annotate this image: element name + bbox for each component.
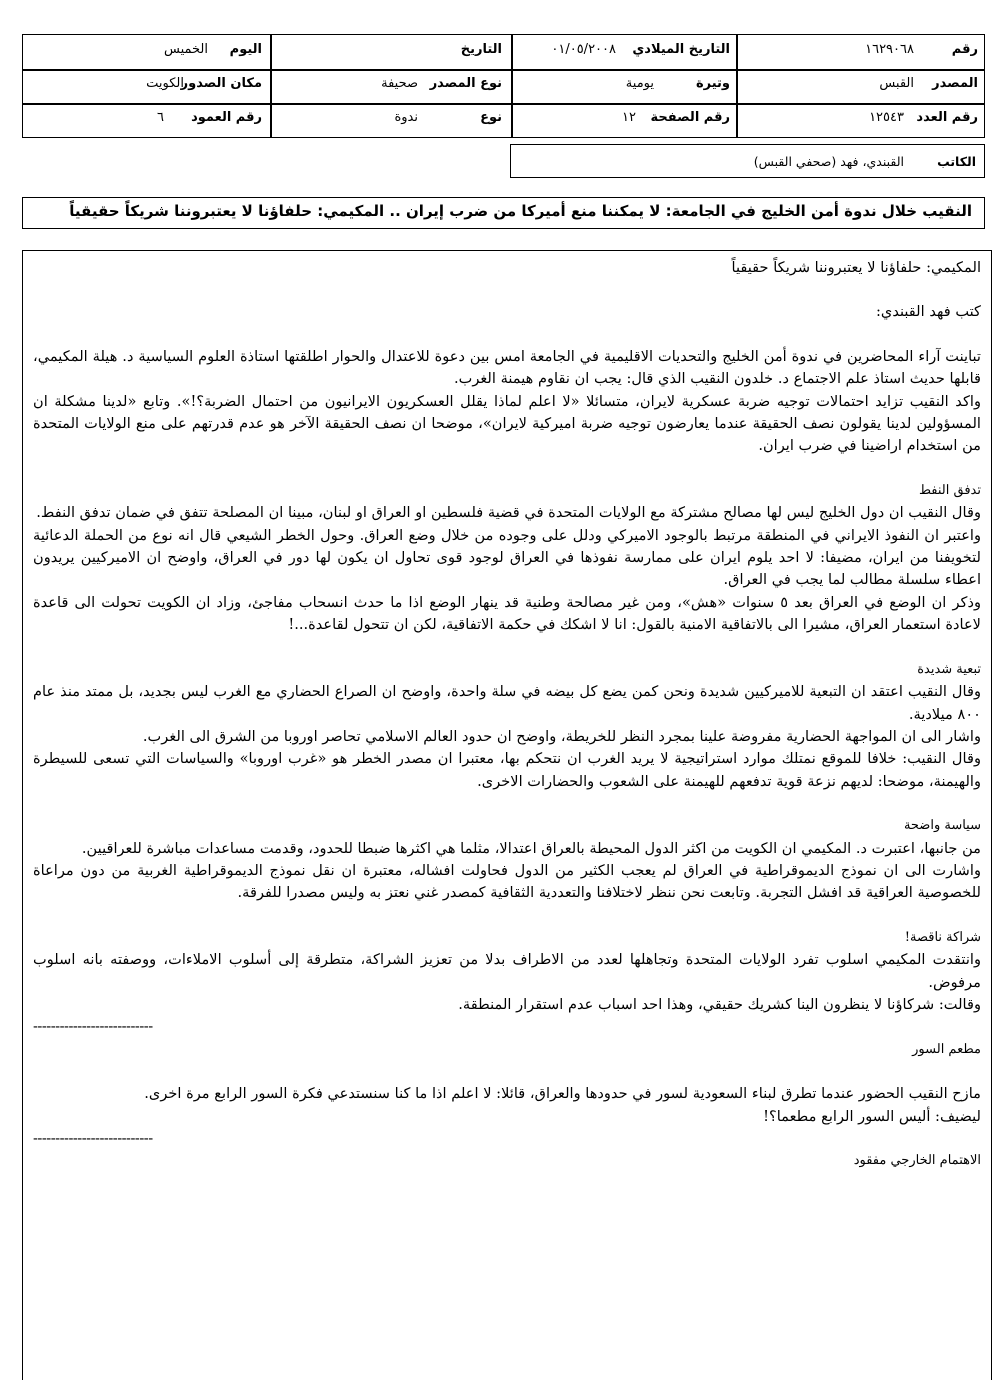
- author-value: القبندي، فهد (صحفي القبس): [753, 154, 904, 169]
- article-body: [22, 250, 992, 1380]
- day-value: الخميس: [164, 42, 208, 57]
- author-box: [510, 144, 985, 178]
- issue-number-value: ١٢٥٤٣: [869, 110, 904, 125]
- frequency-value: يومية: [625, 76, 654, 91]
- byline: كتب فهد القبندي:: [875, 303, 981, 321]
- issue-place-value: الكويت: [146, 76, 184, 91]
- article-title: المكيمي: حلفاؤنا لا يعتبروننا شريكاً حقيقياً: [731, 259, 981, 276]
- paragraph: وذكر ان الوضع في العراق بعد ٥ سنوات «هش»، ومن غير مصالحة وطنية قد ينهار الوضع اذا ما حدث انسحاب مفاجئ، وزاد ان الكويت تحولت الى قاعدة لاعادة استعمار العراق، مشيرا الى بالاتفاقية الامنية بالقول: انا لا اشكك في حكمة الاتفاقية، لكن ان تتحول لقاعدة...!: [33, 593, 981, 634]
- paragraph: وقال النقيب: خلافا للموقع نمتلك موارد استراتيجية لا يريد الغرب ان نتحكم بها، معتبرا ان مصدر الخطر هو «غرب اوروبا» والسياسات التي تسعى للسيطرة والهيمنة، موضحا: لديهم نزعة قوية تدفعهم للهيمنة على الشعوب والحضارات الاخرى.: [33, 750, 981, 790]
- paragraph: وقال النقيب ان دول الخليج ليس لها مصالح مشتركة مع الولايات المتحدة في قضية فلسطين او العراق او لبنان، مبينا ان المصلحة تتفق في ضمان تدفق النفط.: [36, 504, 981, 522]
- source-type-value: صحيفة: [381, 76, 418, 91]
- paragraph: واعتبر ان النفوذ الايراني في المنطقة مرتبط بالوجود الاميركي ودلل على وجوده من خلال وضع العراق. وحول الخطر الشيعي قال انه نوع من الحملة الدعائية لتخويفنا من ايران، مضيفا: لا احد يلوم ايران على ممارسة نفوذها في العراق لوجود قوى تحاول ان يكون لها دور في العراق، واوضح ان الاميركيين يريدون اعطاء سلسلة مطالب لما يجب في العراق.: [33, 526, 981, 589]
- separator: ---------------------------: [33, 1130, 153, 1147]
- gregorian-date-label: التاريخ الميلادي: [632, 42, 730, 57]
- day-label: اليوم: [229, 42, 262, 57]
- type-value: ندوة: [394, 110, 418, 125]
- paragraph: وانتقدت المكيمي اسلوب تفرد الولايات المتحدة وتجاهلها لعدد من الاطراف بدلا من تعزيز الشراكة، متطرقة إلى أسلوب الاملاءات، ووصفته بانه اسلوب مرفوض.: [33, 951, 981, 991]
- meta-row-2: [23, 69, 984, 103]
- hijri-date-label: التاريخ: [460, 42, 502, 57]
- source-label: المصدر: [932, 76, 978, 91]
- paragraph: تباينت آراء المحاضرين في ندوة أمن الخليج والتحديات الاقليمية في الجامعة امس بين دعوة للاعتدال والحوار اطلقتها استاذة العلوم السياسية د. هيلة المكيمي، قابلها حديث استاذ علم الاجتماع د. خلدون النقيب الذي قال: يجب ان نقاوم هيمنة الغرب.: [33, 347, 981, 388]
- section-heading: تبعية شديدة: [917, 661, 981, 677]
- number-value: ١٦٢٩٠٦٨: [865, 42, 914, 57]
- paragraph: مازح النقيب الحضور عندما تطرق لبناء السعودية لسور في حدودها والعراق، قائلا: لا اعلم اذا ما كنا سنستدعي فكرة السور الرابع مرة اخرى.: [144, 1085, 981, 1103]
- meta-row-3: [23, 103, 984, 137]
- section-heading: مطعم السور: [912, 1041, 981, 1057]
- type-label: نوع: [480, 110, 502, 125]
- source-type-label: نوع المصدر: [429, 76, 502, 91]
- section-heading: سياسة واضحة: [903, 818, 981, 834]
- section-heading: تدفق النفط: [918, 482, 981, 498]
- metadata-table: [22, 34, 985, 138]
- section-heading: الاهتمام الخارجي مفقود: [853, 1153, 981, 1169]
- issue-number-label: رقم العدد: [916, 110, 978, 125]
- paragraph: واشار الى ان المواجهة الحضارية مفروضة علينا بمجرد النظر للخريطة، واوضح ان حدود العالم الاسلامي تحاصر اوروبا من الشرق الى الغرب.: [142, 727, 981, 745]
- frequency-label: وتيرة: [695, 76, 730, 91]
- headline: النقيب خلال ندوة أمن الخليج في الجامعة: لا يمكننا منع أميركا من ضرب إيران .. المكيمي: حلفاؤنا لا يعتبروننا شريكاً حقيقياً: [22, 197, 985, 229]
- issue-place-label: مكان الصدور: [180, 76, 262, 91]
- number-label: رقم: [951, 42, 978, 57]
- paragraph: من جانبها، اعتبرت د. المكيمي ان الكويت من اكثر الدول المحيطة بالعراق اعتدالا، مثلما هي اكثرها ضبطا للحدود، وقدمت مساعدات مباشرة للعراقيين.: [81, 839, 981, 857]
- paragraph: واكد النقيب تزايد احتمالات توجيه ضربة عسكرية لايران، متسائلا «لا اعلم لماذا يقلل العسكريون الايرانيون من احتمال الضربة؟!». وتابع «لدينا مشكلة ان المسؤولين لدينا يقولون نصف الحقيقة عندما يعارضون توجيه ضربة اميركية لايران»، موضحا ان نصف الحقيقة الآخر هو عدم قدرتهم على منع الولايات المتحدة من استخدام اراضينا في ضرب ايران.: [33, 392, 981, 455]
- page-number-value: ١٢: [622, 110, 636, 125]
- meta-row-1: [23, 35, 984, 69]
- separator: ---------------------------: [33, 1018, 153, 1036]
- paragraph: وقالت: شركاؤنا لا ينظرون الينا كشريك حقيقي، وهذا احد اسباب عدم استقرار المنطقة.: [458, 995, 981, 1013]
- paragraph: ليضيف: أليس السور الرابع مطعما؟!: [763, 1107, 981, 1125]
- gregorian-date-value: ٠١/٠٥/٢٠٠٨: [551, 42, 616, 57]
- paragraph: واشارت الى ان نموذج الديموقراطية في العراق لم يعجب الكثير من الدول فحاولت افشاله، معتبرة ان نقل نموذج الديموقراطية الغربية من دون مراعاة للخصوصية العراقية قد افشل التجربة. وتابعت نحن ننظر لاختلافنا والتعددية الثقافية كمصدر غني نعتز به وليس مصدرا للفرقة.: [33, 861, 981, 902]
- section-heading: شراكة ناقصة!: [904, 929, 981, 945]
- article-content: [33, 257, 981, 1173]
- source-value: القبس: [879, 76, 914, 91]
- column-number-value: ٦: [157, 110, 164, 125]
- paragraph: وقال النقيب اعتقد ان التبعية للاميركيين شديدة ونحن كمن يضع كل بيضه في سلة واحدة، واوضح ان الصراع الحضاري مع الغرب ليس بجديد، بل ممتد منذ عام ٨٠٠ ميلادية.: [33, 683, 982, 723]
- page-number-label: رقم الصفحة: [650, 110, 730, 125]
- author-label: الكاتب: [937, 154, 976, 169]
- column-number-label: رقم العمود: [191, 110, 262, 125]
